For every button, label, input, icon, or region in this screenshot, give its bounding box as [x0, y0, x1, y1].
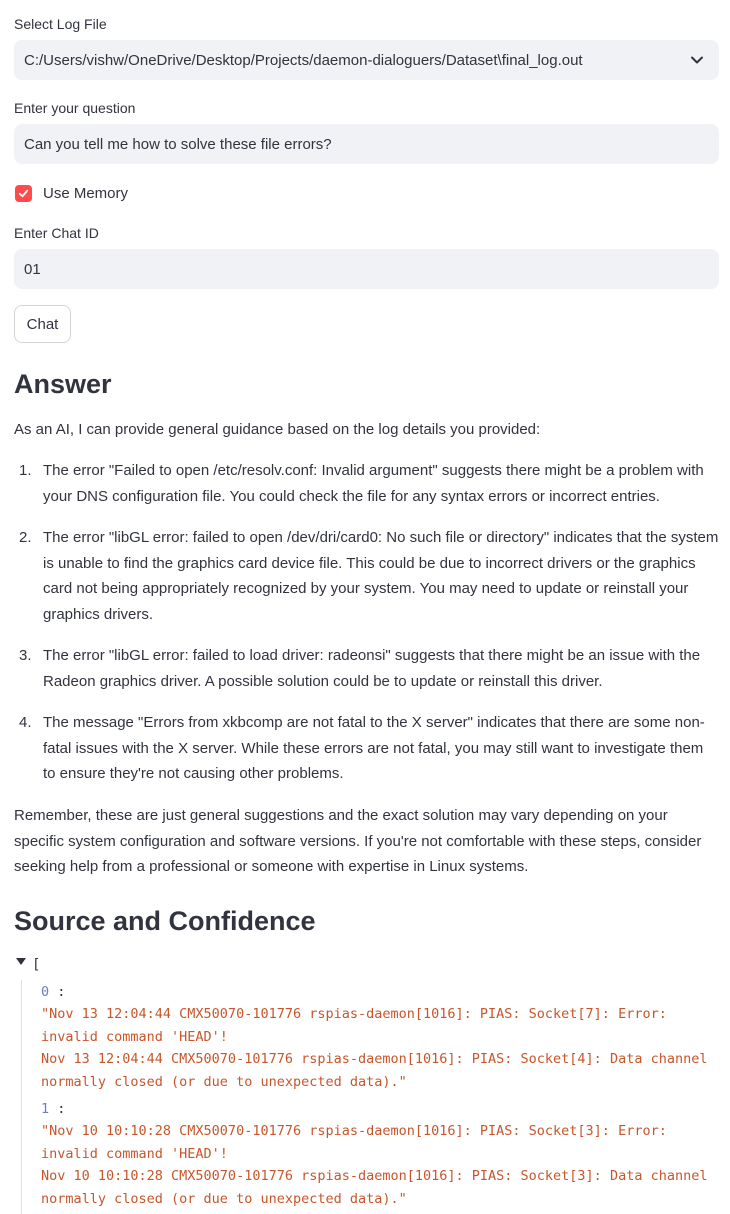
list-item-number: 4.	[19, 714, 32, 731]
answer-intro: As an AI, I can provide general guidance based on the log details you provided:	[14, 421, 541, 438]
json-colon: :	[49, 984, 66, 1000]
json-open-bracket: [	[32, 957, 41, 973]
chat-id-label: Enter Chat ID	[14, 225, 99, 241]
list-item-text: The error "libGL error: failed to open /dev/dri/card0: No such file or directory" indicates that the system is unable to find the graphics card device file. This could be due to incorrect drivers or the graphics card not being appropriately recognized by your system. You may need to update or reinstall your graphics drivers.	[43, 529, 719, 623]
question-label: Enter your question	[14, 100, 136, 116]
checkmark-icon	[18, 188, 29, 199]
list-item-text: The error "Failed to open /etc/resolv.conf: Invalid argument" suggests there might be a problem with your DNS configuration file. You could check the file for any syntax errors or incorrect entries.	[43, 462, 704, 505]
json-colon: :	[49, 1101, 66, 1117]
answer-list-item	[14, 643, 719, 694]
log-file-select[interactable]	[14, 40, 719, 80]
log-file-select-value: C:/Users/vishw/OneDrive/Desktop/Projects/daemon-dialoguers/Dataset\final_log.out	[24, 51, 583, 69]
json-entry	[41, 1098, 721, 1210]
list-item-number: 1.	[19, 462, 32, 479]
sources-heading: Source and Confidence	[14, 906, 316, 936]
chevron-down-icon	[689, 52, 705, 68]
chat-id-input-value: 01	[24, 260, 41, 278]
json-entry	[41, 981, 721, 1093]
answer-list-item	[14, 525, 719, 627]
json-value: "Nov 10 10:10:28 CMX50070-101776 rspias-daemon[1016]: PIAS: Socket[3]: Error: invalid command 'HEAD'! Nov 10 10:10:28 CMX50070-101776 rspias-daemon[1016]: PIAS: Socket[3]: Data channel normally closed (or due to unexpected data)."	[41, 1123, 708, 1207]
json-key: 1	[41, 1101, 50, 1117]
collapse-toggle-icon[interactable]	[16, 958, 26, 966]
json-value: "Nov 13 12:04:44 CMX50070-101776 rspias-daemon[1016]: PIAS: Socket[7]: Error: invalid command 'HEAD'! Nov 13 12:04:44 CMX50070-101776 rspias-daemon[1016]: PIAS: Socket[4]: Data channel normally closed (or due to unexpected data)."	[41, 1006, 708, 1090]
use-memory-checkbox[interactable]	[15, 185, 32, 202]
json-indent-guide	[21, 980, 22, 1214]
list-item-text: The message "Errors from xkbcomp are not fatal to the X server" indicates that there are some non-fatal issues with the X server. While these errors are not fatal, you may still want to investigate them to ensure they're not causing other problems.	[43, 714, 705, 782]
list-item-number: 2.	[19, 529, 32, 546]
list-item-number: 3.	[19, 647, 32, 664]
chat-id-input[interactable]	[14, 249, 719, 289]
answer-list-item	[14, 710, 719, 787]
question-input-value: Can you tell me how to solve these file errors?	[24, 135, 332, 153]
answer-outro: Remember, these are just general suggestions and the exact solution may vary depending on your specific system configuration and software versions. If you're not comfortable with these steps, consider seeking help from a professional or someone with expertise in Linux systems.	[14, 807, 702, 875]
log-select-label: Select Log File	[14, 16, 107, 32]
use-memory-label: Use Memory	[43, 185, 129, 202]
json-key-row	[41, 1098, 721, 1120]
json-key-row	[41, 981, 721, 1003]
use-memory-checkbox-row[interactable]	[15, 185, 128, 202]
list-item-text: The error "libGL error: failed to load driver: radeonsi" suggests that there might be an issue with the Radeon graphics driver. A possible solution could be to update or reinstall this driver.	[43, 647, 701, 690]
answer-heading: Answer	[14, 369, 112, 399]
chat-button[interactable]: Chat	[14, 305, 71, 343]
json-key: 0	[41, 984, 50, 1000]
answer-list-item	[14, 458, 719, 509]
question-input[interactable]	[14, 124, 719, 164]
